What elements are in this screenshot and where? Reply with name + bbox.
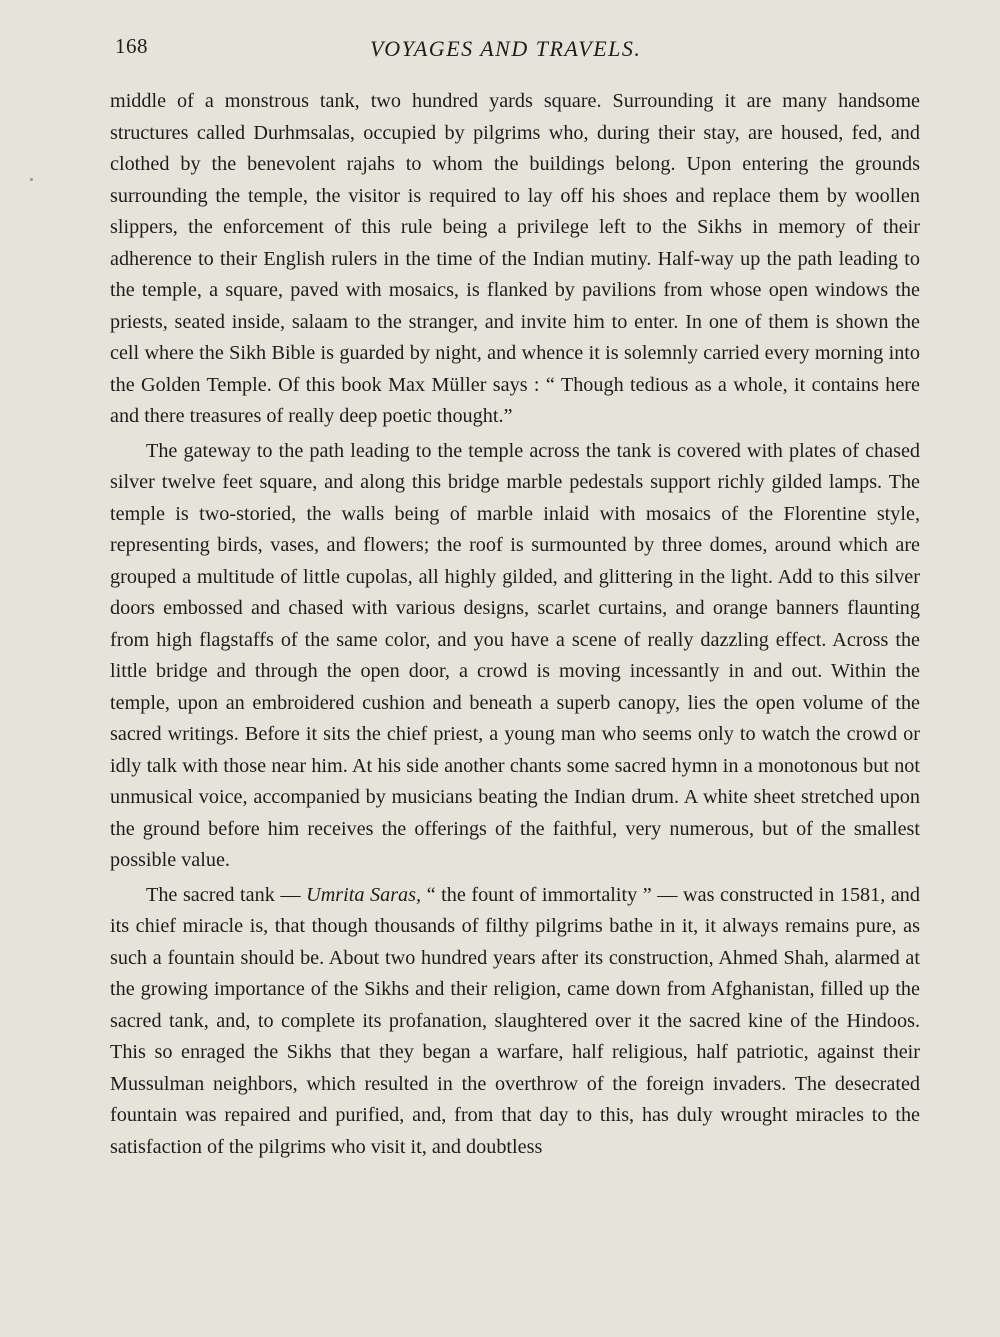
paper-speck (30, 178, 33, 181)
paragraph-sacred-tank-rest: “ the fount of immortality ” — was constructed in 1581, and its chief miracle is, that though thousands of filthy pilgrims bathe in it, it always remains pure, as such a fountain should be. About two hundred years after its construction, Ahmed Shah, alarmed at the growing importance of the Sikhs and their religion, came down from Afghanistan, filled up the sacred tank, and, to complete its profanation, slaughtered over it the sacred kine of the Hindoos. This so enraged the Sikhs that they began a warfare, half religious, half patriotic, against their Mussulman neighbors, which resulted in the overthrow of the foreign invaders. The desecrated fountain was repaired and purified, and, from that day to this, has duly wrought miracles to the satisfaction of the pilgrims who visit it, and doubtless (110, 883, 920, 1158)
paragraph-sacred-tank-start: The sacred tank — (146, 883, 307, 906)
page-number: 168 (115, 34, 148, 58)
tank-name-italic: Umrita Saras, (306, 883, 422, 906)
paragraph-sacred-tank (110, 880, 920, 1164)
page-header (115, 34, 915, 70)
body-text (110, 86, 920, 1163)
running-title: VOYAGES AND TRAVELS. (370, 36, 642, 61)
paragraph-gateway: The gateway to the path leading to the temple across the tank is covered with plates of chased silver twelve feet square, and along this bridge marble pedestals support richly gilded lamps. The temple is two-storied, the walls being of marble inlaid with mosaics of the Florentine style, representing birds, vases, and flowers; the roof is surmounted by three domes, around which are grouped a multitude of little cupolas, all highly gilded, and glittering in the light. Add to this silver doors embossed and chased with various designs, scarlet curtains, and orange banners flaunting from high flagstaffs of the same color, and you have a scene of really dazzling effect. Across the little bridge and through the open door, a crowd is moving incessantly in and out. Within the temple, upon an embroidered cushion and beneath a superb canopy, lies the open volume of the sacred writings. Before it sits the chief priest, a young man who seems only to watch the crowd or idly talk with those near him. At his side another chants some sacred hymn in a monotonous but not unmusical voice, accompanied by musicians beating the Indian drum. A white sheet stretched upon the ground before him receives the offerings of the faithful, very numerous, but of the smallest possible value. (110, 439, 920, 871)
paragraph-continued: middle of a monstrous tank, two hundred yards square. Surrounding it are many handsome structures called Durhmsalas, occupied by pilgrims who, during their stay, are housed, fed, and clothed by the benevolent rajahs to whom the buildings belong. Upon entering the grounds surrounding the temple, the visitor is required to lay off his shoes and replace them by woollen slippers, the enforcement of this rule being a privilege left to the Sikhs in memory of their adherence to their English rulers in the time of the Indian mutiny. Half-way up the path leading to the temple, a square, paved with mosaics, is flanked by pavilions from whose open windows the priests, seated inside, salaam to the stranger, and invite him to enter. In one of them is shown the cell where the Sikh Bible is guarded by night, and whence it is solemnly carried every morning into the Golden Temple. Of this book Max Müller says : “ Though tedious as a whole, it contains here and there treasures of really deep poetic thought.” (110, 90, 920, 427)
